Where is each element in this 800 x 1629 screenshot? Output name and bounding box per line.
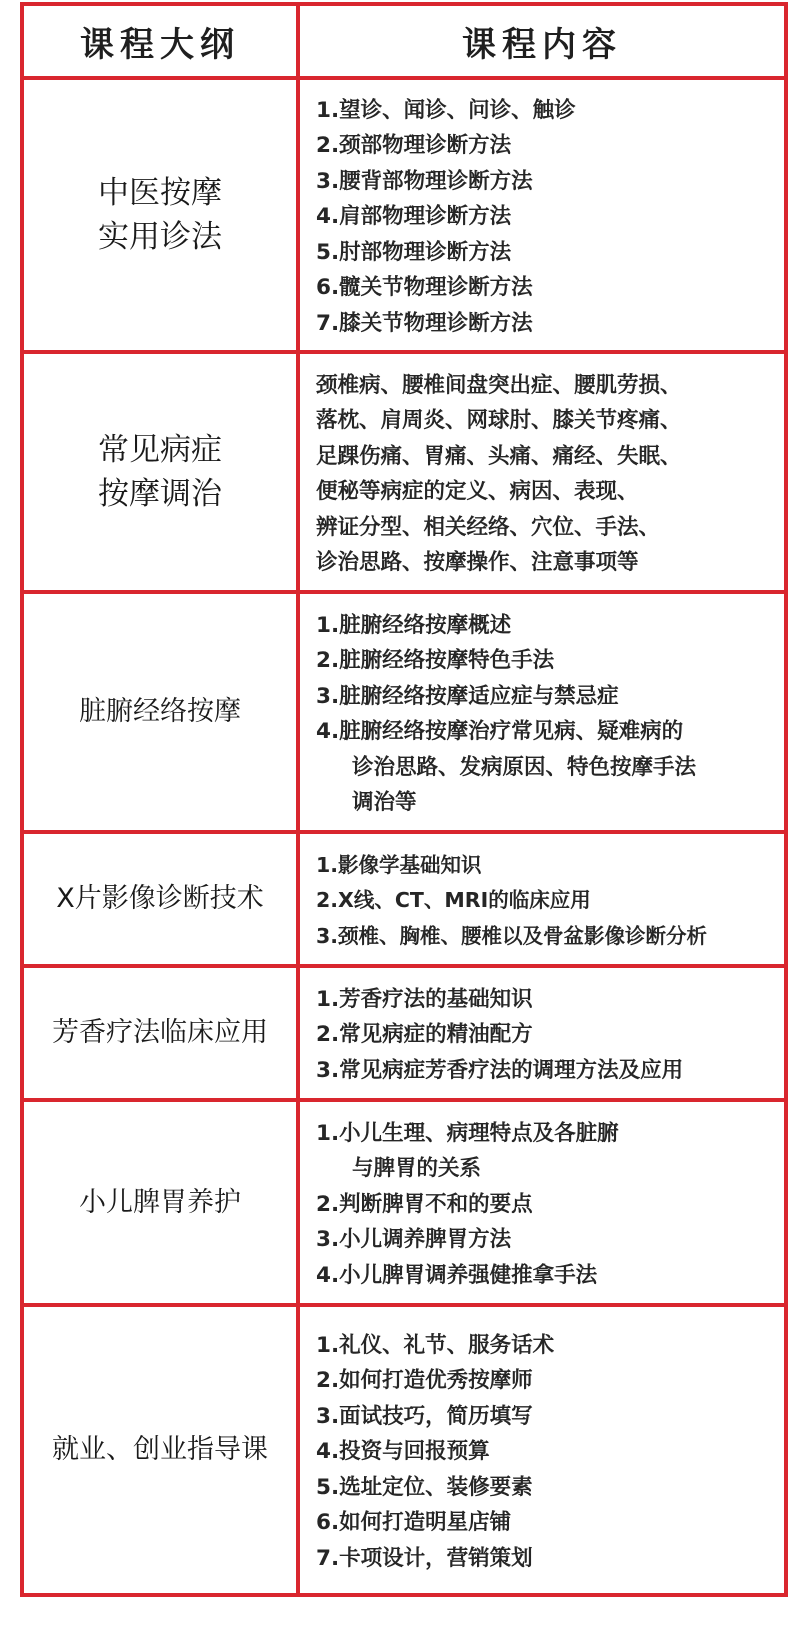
table-row	[22, 352, 786, 592]
list-item: 2.判断脾胃不和的要点	[316, 1191, 533, 1217]
category-line: 就业、创业指导课	[52, 1434, 268, 1465]
category-cell	[22, 352, 298, 592]
list-item: 辨证分型、相关经络、穴位、手法、	[316, 514, 661, 540]
category-line: 中医按摩	[98, 175, 222, 211]
list-item: 1.小儿生理、病理特点及各脏腑	[316, 1120, 619, 1146]
content-cell	[298, 966, 786, 1100]
content-cell	[298, 352, 786, 592]
list-item: 1.礼仪、礼节、服务话术	[316, 1332, 555, 1358]
list-item: 7.膝关节物理诊断方法	[316, 310, 533, 336]
list-item: 1.脏腑经络按摩概述	[316, 612, 512, 638]
content-cell	[298, 592, 786, 832]
list-item: 3.面试技巧，简历填写	[316, 1403, 533, 1429]
table-row	[22, 832, 786, 966]
list-item: 2.如何打造优秀按摩师	[316, 1368, 533, 1394]
list-item: 2.常见病症的精油配方	[316, 1022, 533, 1048]
header-course-content: 课程内容	[298, 4, 786, 78]
list-item: 诊治思路、发病原因、特色按摩手法	[352, 754, 697, 780]
table-row	[22, 592, 786, 832]
list-item: 3.脏腑经络按摩适应症与禁忌症	[316, 683, 619, 709]
list-item: 4.小儿脾胃调养强健推拿手法	[316, 1262, 598, 1288]
list-item: 1.芳香疗法的基础知识	[316, 986, 533, 1012]
category-line: 实用诊法	[98, 219, 222, 255]
table-row	[22, 78, 786, 352]
table-row	[22, 1100, 786, 1305]
list-item: 2.脏腑经络按摩特色手法	[316, 648, 555, 673]
list-item: 6.髋关节物理诊断方法	[316, 275, 533, 301]
list-item: 7.卡项设计，营销策划	[316, 1545, 533, 1571]
category-cell	[22, 1100, 298, 1305]
list-item: 3.腰背部物理诊断方法	[316, 168, 533, 194]
list-item: 颈椎病、腰椎间盘突出症、腰肌劳损、	[316, 372, 682, 398]
list-item: 足踝伤痛、胃痛、头痛、痛经、失眠、	[316, 443, 682, 469]
category-line: 脏腑经络按摩	[79, 696, 241, 727]
list-item: 诊治思路、按摩操作、注意事项等	[316, 550, 639, 575]
list-item: 3.颈椎、胸椎、腰椎以及骨盆影像诊断分析	[316, 923, 708, 948]
list-item: 4.脏腑经络按摩治疗常见病、疑难病的	[316, 719, 684, 744]
list-item: 2.颈部物理诊断方法	[316, 133, 512, 159]
list-item: 2.X线、CT、MRI的临床应用	[316, 888, 591, 913]
content-cell	[298, 1100, 786, 1305]
category-line: 按摩调治	[98, 476, 222, 512]
table-row	[22, 966, 786, 1100]
header-row	[22, 4, 786, 78]
table-row	[22, 1305, 786, 1595]
content-cell	[298, 1305, 786, 1595]
category-line: X片影像诊断技术	[56, 883, 264, 914]
header-course-outline: 课程大纲	[22, 4, 298, 78]
category-line: 常见病症	[98, 432, 222, 468]
list-item: 3.常见病症芳香疗法的调理方法及应用	[316, 1057, 684, 1083]
category-cell	[22, 78, 298, 352]
category-line: 芳香疗法临床应用	[52, 1017, 268, 1048]
list-item: 3.小儿调养脾胃方法	[316, 1227, 512, 1253]
list-item: 5.肘部物理诊断方法	[316, 239, 512, 265]
list-item: 落枕、肩周炎、网球肘、膝关节疼痛、	[316, 408, 682, 433]
content-cell	[298, 78, 786, 352]
list-item: 1.望诊、闻诊、问诊、触诊	[316, 97, 576, 123]
list-item: 4.投资与回报预算	[316, 1439, 490, 1465]
list-item: 5.选址定位、装修要素	[316, 1474, 533, 1500]
list-item: 与脾胃的关系	[352, 1156, 482, 1182]
list-item: 6.如何打造明星店铺	[316, 1510, 512, 1536]
list-item: 调治等	[352, 790, 417, 815]
category-cell	[22, 832, 298, 966]
content-cell	[298, 832, 786, 966]
category-cell	[22, 592, 298, 832]
category-cell	[22, 1305, 298, 1595]
list-item: 1.影像学基础知识	[316, 852, 482, 877]
category-line: 小儿脾胃养护	[79, 1186, 241, 1218]
list-item: 4.肩部物理诊断方法	[316, 204, 512, 230]
list-item: 便秘等病症的定义、病因、表现、	[316, 479, 639, 504]
course-outline-table	[20, 2, 788, 1597]
category-cell	[22, 966, 298, 1100]
